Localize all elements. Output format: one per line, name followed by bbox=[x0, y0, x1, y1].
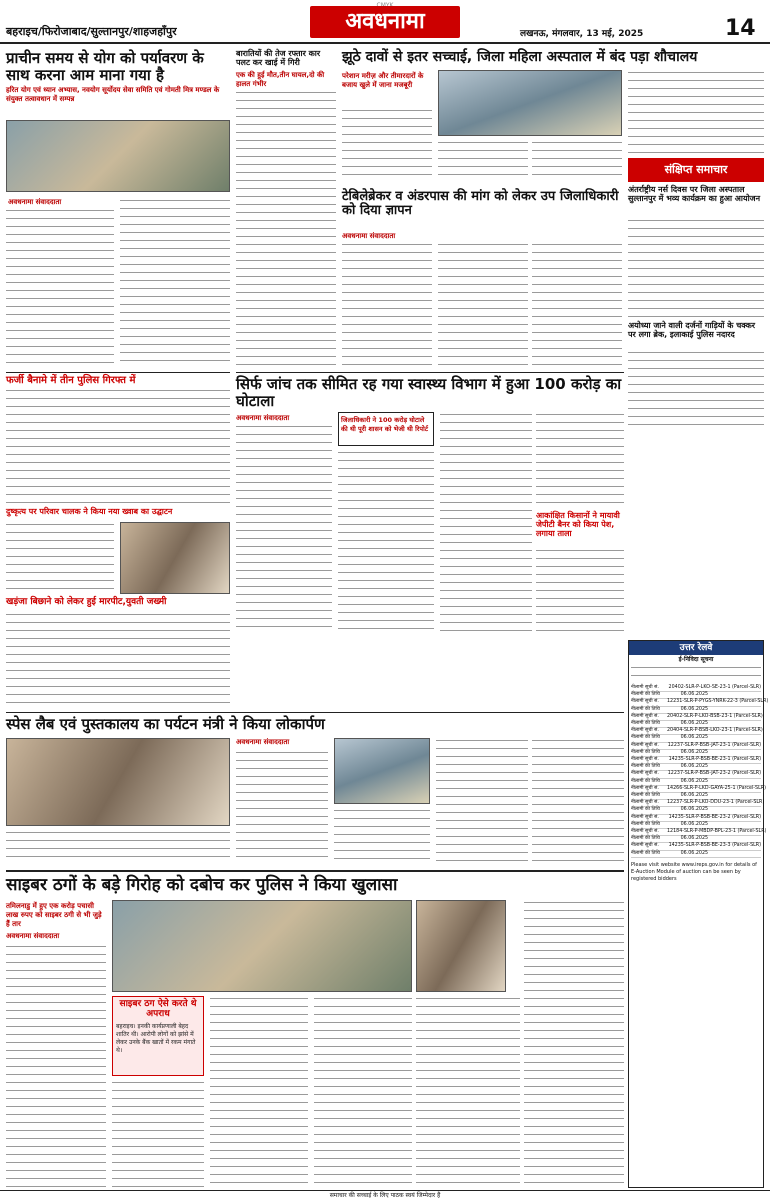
railway-row-value: 06.06.2025 bbox=[680, 807, 709, 813]
story6-col1 bbox=[6, 522, 114, 594]
story-toilet-col3 bbox=[532, 140, 622, 182]
railway-row-label: नीलामी सूची सं. bbox=[631, 757, 659, 763]
story-cyber-strap: तमिलनाडु में हुए एक करोड़ पचासी लाख रुपए को साइबर ठगी से भी जुड़े हैं तार bbox=[6, 902, 102, 928]
railway-row-value: 12237-SLR-P-BSB-JAT-23-1 (Parcel-SLR) bbox=[667, 742, 761, 748]
space-lab-col1 bbox=[236, 750, 328, 864]
railway-table bbox=[631, 685, 769, 858]
sidebar-brief-nurses bbox=[628, 186, 764, 204]
space-lab-photo bbox=[6, 738, 230, 826]
railway-row bbox=[631, 750, 761, 757]
story-health-scam-strap-box bbox=[338, 412, 434, 446]
sidebar-title: संक्षिप्त समाचार bbox=[664, 163, 728, 176]
story-inauguration-small bbox=[6, 508, 230, 517]
story-underpass bbox=[342, 190, 624, 219]
railway-row-value: 12237-SLR-P-LKO-DDU-23-1 (Parcel-SLR) bbox=[667, 800, 765, 806]
story-health-scam-col3 bbox=[440, 412, 532, 634]
story-brick-fight-body bbox=[6, 612, 230, 706]
story-yoga-strap: हरित योग एवं ध्यान अभ्यास, नवयोग सूर्योदय सेवा समिति एवं गोमती मित्र मण्डल के संयुक्त तत्वावधान में सम्पन्न bbox=[6, 86, 220, 103]
railway-row-label: नीलामी सूची सं. bbox=[631, 713, 659, 719]
yoga-photo bbox=[6, 120, 230, 192]
railway-row bbox=[631, 779, 761, 786]
railway-row-label: नीलामी की तिथि bbox=[631, 749, 660, 755]
story-brick-fight bbox=[6, 598, 230, 608]
story-toilet-col2 bbox=[438, 140, 528, 182]
story-health-scam-headline: सिर्फ जांच तक सीमित रह गया स्वास्थ्य विभाग में हुआ 100 करोड़ का घोटाला bbox=[236, 375, 622, 410]
railway-row-label: नीलामी की तिथि bbox=[631, 793, 660, 799]
cyber-gang-photo bbox=[112, 900, 412, 992]
story-fake-deed-body bbox=[6, 388, 230, 506]
railway-row-label: नीलामी की तिथि bbox=[631, 778, 660, 784]
railway-row-label: नीलामी सूची सं. bbox=[631, 785, 659, 791]
story-cyber-col3 bbox=[210, 996, 308, 1188]
story-hospital-toilet bbox=[342, 50, 764, 65]
railway-row-value: 06.06.2025 bbox=[680, 764, 709, 770]
railway-row bbox=[631, 843, 761, 850]
story-farmers bbox=[536, 512, 624, 538]
railway-row bbox=[631, 714, 761, 721]
railway-row bbox=[631, 771, 761, 778]
railway-row-value: 14235-SLR-P-BSB-BE-23-1 (Parcel-SLR) bbox=[668, 757, 761, 763]
railway-row-value: 12184-SLR-P-MBDP-BPL-23-1 (Parcel-SLR) bbox=[667, 829, 767, 835]
railway-row-value: 20404-SLR-P-BSB-LKO-23-1 (Parcel-SLR) bbox=[667, 728, 763, 734]
story-underpass-col2 bbox=[438, 242, 528, 366]
cyber-gang-photo2 bbox=[416, 900, 506, 992]
railway-row-value: 06.06.2025 bbox=[680, 793, 709, 799]
story-underpass-byline: अवधनामा संवाददाता bbox=[342, 232, 396, 240]
space-lab-col4 bbox=[532, 738, 624, 864]
railway-row-value: 20402-SLR-P-LKO-SE-23-1 (Parcel-SLR) bbox=[668, 685, 761, 690]
cyber-inset-box bbox=[112, 996, 204, 1076]
space-lab-col3 bbox=[436, 738, 528, 864]
railway-title: उत्तर रेलवे bbox=[629, 641, 763, 655]
story-yoga-headline: प्राचीन समय से योग को पर्यावरण के साथ करना आम माना गया है bbox=[6, 49, 204, 84]
story-toilet-headline: झूठे दावों से इतर सच्चाई, जिला महिला अस्पताल में बंद पड़ा शौचालय bbox=[342, 49, 698, 65]
railway-row bbox=[631, 815, 761, 822]
railway-row bbox=[631, 822, 761, 829]
story-health-scam-col1 bbox=[236, 424, 332, 634]
railway-intro-text bbox=[631, 665, 761, 683]
railway-row-label: नीलामी सूची सं. bbox=[631, 829, 659, 835]
railway-row-value: 12237-SLR-P-BSB-JAT-23-2 (Parcel-SLR) bbox=[667, 771, 761, 777]
railway-row-value: 06.06.2025 bbox=[680, 735, 709, 741]
railway-footer: Please visit website www.ireps.gov.in for details of E-Auction Module of auction can be seen by registered bidders bbox=[631, 861, 757, 882]
story-underpass-headline: टेबिलेब्रेकर व अंडरपास की मांग को लेकर उप जिलाधिकारी को दिया ज्ञापन bbox=[342, 189, 619, 219]
space-lab-photo2 bbox=[334, 738, 430, 804]
story-yoga-byline: अवधनामा संवाददाता bbox=[8, 198, 62, 206]
story-space-lab bbox=[6, 712, 624, 733]
story-toilet-col1 bbox=[342, 108, 432, 182]
story-cyber-col5 bbox=[416, 996, 520, 1188]
story-cyber-col2 bbox=[112, 1080, 204, 1188]
story-toilet-strap: परेशान मरीज़ और तीमारदारों के बजाय खुले में जाना मजबूरी bbox=[342, 72, 424, 89]
railway-row bbox=[631, 735, 761, 742]
brief-nurses-headline: अंतर्राष्ट्रीय नर्स दिवस पर जिला अस्पताल सुल्तानपुर में भव्य कार्यक्रम का हुआ आयोजन bbox=[628, 185, 761, 203]
brief-ayodhya-headline: अयोध्या जाने वाली दर्जनों गाड़ियों के चक्कर पर लगा ब्रेक, इलाकाई पुलिस नदारद bbox=[628, 321, 756, 339]
space-lab-col2 bbox=[334, 808, 430, 864]
railway-row-label: नीलामी की तिथि bbox=[631, 821, 660, 827]
railway-row-value: 06.06.2025 bbox=[680, 692, 709, 698]
story-underpass-col1 bbox=[342, 242, 432, 366]
railway-row bbox=[631, 707, 761, 714]
railway-row-value: 06.06.2025 bbox=[680, 850, 709, 856]
story-cyber-headline: साइबर ठगों के बड़े गिरोह को दबोच कर पुलिस ने किया खुलासा bbox=[6, 875, 398, 895]
railway-row-label: नीलामी की तिथि bbox=[631, 850, 660, 856]
railway-row-label: नीलामी की तिथि bbox=[631, 836, 660, 842]
newspaper-logo: अवधनामा bbox=[310, 6, 460, 38]
railway-row-value: 06.06.2025 bbox=[680, 778, 709, 784]
railway-row-value: 20402-SLR-P-LKO-BSB-23-1 (Parcel-SLR) bbox=[667, 713, 763, 719]
story-underpass-col3 bbox=[532, 242, 622, 366]
story-car-strap: एक की हुई मौत,तीन घायल,दो की हालत गंभीर bbox=[236, 70, 325, 88]
sidebar-header bbox=[628, 158, 764, 182]
brief-ayodhya-body bbox=[628, 350, 764, 430]
page-footer: समाचार की सच्चाई के लिए पाठक स्वयं जिम्मेदार हैं bbox=[0, 1190, 770, 1200]
story-car-body bbox=[236, 90, 336, 366]
railway-row-value: 06.06.2025 bbox=[680, 836, 709, 842]
railway-row-label: नीलामी सूची सं. bbox=[631, 699, 659, 705]
story-yoga-col1 bbox=[6, 208, 114, 366]
railway-row-label: नीलामी सूची सं. bbox=[631, 800, 659, 806]
story-cyber-col6 bbox=[524, 900, 624, 1188]
story-farmers-headline: आकांक्षित किसानों ने मायावी जेपीटी बैनर को किया पेश, लगाया ताला bbox=[536, 511, 620, 538]
railway-row-label: नीलामी की तिथि bbox=[631, 807, 660, 813]
story-health-scam-col4 bbox=[536, 412, 624, 508]
story-farmers-body bbox=[536, 548, 624, 634]
railway-row-value: 14235-SLR-P-BSB-BE-23-2 (Parcel-SLR) bbox=[668, 814, 761, 820]
railway-row-label: नीलामी की तिथि bbox=[631, 735, 660, 741]
railway-row-label: नीलामी सूची सं. bbox=[631, 814, 659, 820]
railway-row-label: नीलामी सूची सं. bbox=[631, 728, 659, 734]
railway-row-label: नीलामी सूची सं. bbox=[631, 843, 659, 849]
railway-row bbox=[631, 743, 761, 750]
cyber-inset-title: साइबर ठग ऐसे करते थे अपराध bbox=[119, 999, 197, 1019]
railway-row-label: नीलामी की तिथि bbox=[631, 721, 660, 727]
story-fake-deed bbox=[6, 372, 230, 386]
story-cyber-byline: अवधनामा संवाददाता bbox=[6, 932, 60, 940]
masthead bbox=[0, 0, 770, 44]
railway-intro: ई-निविदा सूचना bbox=[678, 656, 714, 663]
story-space-lab-byline: अवधनामा संवाददाता bbox=[236, 738, 290, 746]
story-yoga-col2 bbox=[120, 198, 230, 366]
story-cyber-col1 bbox=[6, 944, 106, 1188]
railway-row-value: 06.06.2025 bbox=[680, 721, 709, 727]
railway-row-label: नीलामी की तिथि bbox=[631, 764, 660, 770]
story-toilet-col4 bbox=[628, 70, 764, 154]
story-health-scam-byline: अवधनामा संवाददाता bbox=[236, 414, 290, 422]
railway-row-label: नीलामी की तिथि bbox=[631, 706, 660, 712]
railway-row bbox=[631, 807, 761, 814]
space-lab-col0 bbox=[6, 830, 230, 864]
story-cyber-col4 bbox=[314, 996, 412, 1188]
story-fake-deed-headline: फर्जी बैनामे में तीन पुलिस गिरफ्त में bbox=[6, 375, 136, 386]
edition-cities: बहराइच/फिरोजाबाद/सुल्तानपुर/शाहजहाँपुर bbox=[6, 25, 177, 38]
dateline: लखनऊ, मंगलवार, 13 मई, 2025 bbox=[520, 29, 644, 39]
cyber-inset-text: बहराइच। इनकी कार्यप्रणाली बेहद शातिर थी। आरोपी लोगों को झांसे में लेकर उनके बैंक खातों में रकम मंगाते थे। bbox=[116, 1022, 196, 1054]
story-cyber-gang bbox=[6, 870, 624, 895]
story-health-scam-col2 bbox=[338, 450, 434, 634]
story-car-accident bbox=[236, 50, 336, 89]
page-number: 14 bbox=[725, 16, 756, 41]
railway-row-label: नीलामी सूची सं. bbox=[631, 771, 659, 777]
railway-row-value: 06.06.2025 bbox=[680, 821, 709, 827]
toilet-photo bbox=[438, 70, 622, 136]
story-health-scam-strap: जिलाधिकारी ने 100 करोड़ घोटाले की थी पूरी शासन को भेजी थी रिपोर्ट bbox=[341, 416, 429, 433]
sidebar-brief-ayodhya bbox=[628, 322, 764, 340]
story-yoga bbox=[6, 50, 230, 104]
story-inauguration-small-headline: दुष्कृत्य पर परिवार चालक ने किया नया ख्वाब का उद्घाटन bbox=[6, 507, 173, 516]
railway-tender bbox=[628, 640, 769, 1188]
railway-row bbox=[631, 785, 766, 793]
railway-row-value: 12231-SLR-P-PYGS-YNRK-22-3 (Parcel-SLR) bbox=[667, 699, 769, 705]
railway-row bbox=[631, 699, 769, 706]
story6-photo bbox=[120, 522, 230, 594]
story-brick-fight-headline: खड़ंजा बिछाने को लेकर हुई मारपीट,युवती जख्मी bbox=[6, 597, 167, 607]
railway-row-label: नीलामी सूची सं. bbox=[631, 685, 659, 690]
railway-row-label: नीलामी सूची सं. bbox=[631, 742, 659, 748]
railway-row-label: नीलामी की तिथि bbox=[631, 692, 660, 698]
railway-row-value: 06.06.2025 bbox=[680, 706, 709, 712]
railway-row-value: 14266-SLR-P-LKD-GAYA-25-1 (Parcel-SLR) bbox=[667, 785, 766, 791]
brief-nurses-body bbox=[628, 218, 764, 318]
story-health-scam bbox=[236, 372, 624, 409]
railway-row bbox=[631, 851, 761, 858]
story-space-lab-headline: स्पेस लैब एवं पुस्तकालय का पर्यटन मंत्री ने किया लोकार्पण bbox=[6, 715, 325, 733]
railway-row-value: 14235-SLR-P-BSB-BE-23-3 (Parcel-SLR) bbox=[668, 843, 761, 849]
railway-row-value: 06.06.2025 bbox=[680, 749, 709, 755]
story-car-kicker: बारातियों की तेज रफ्तार कार पलट कर खाई में गिरी bbox=[236, 49, 321, 67]
